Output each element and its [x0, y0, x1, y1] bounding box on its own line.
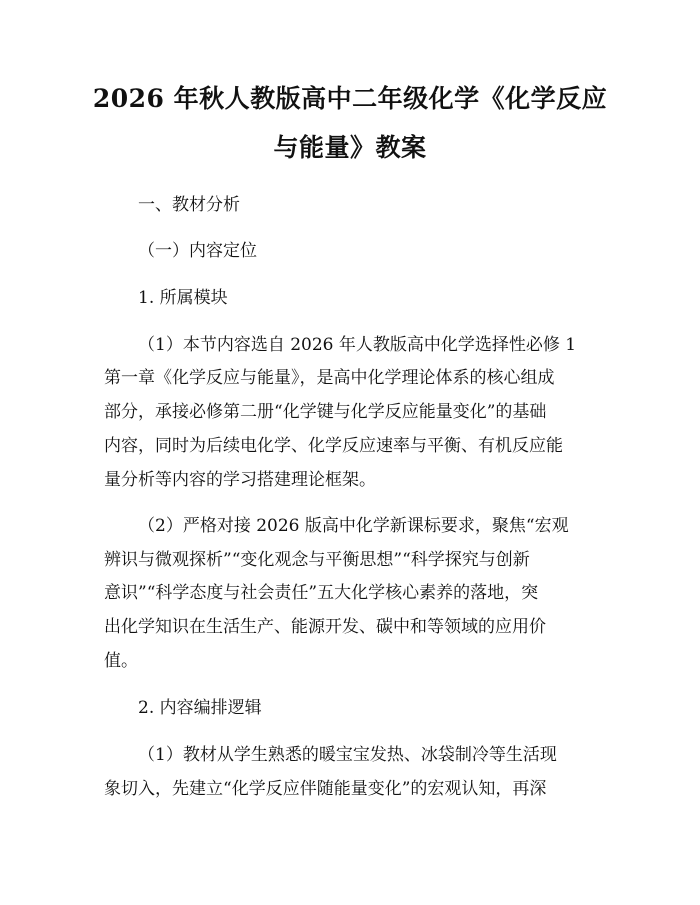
subsection-heading-content-positioning: （一）内容定位: [138, 241, 257, 261]
document-title-line-1: 2026 年秋人教版高中二年级化学《化学反应: [92, 84, 608, 113]
paragraph-1-line: 量分析等内容的学习搭建理论框架。: [104, 470, 376, 490]
paragraph-2-line: 意识”“科学态度与社会责任”五大化学核心素养的落地，突: [104, 583, 539, 603]
paragraph-2-line: 值。: [104, 651, 138, 671]
item-heading-content-arrangement: 2. 内容编排逻辑: [138, 698, 262, 718]
document-title-line-2: 与能量》教案: [273, 133, 427, 162]
paragraph-1-line: 部分，承接必修第二册“化学键与化学反应能量变化”的基础: [104, 402, 547, 422]
paragraph-1-line: 内容，同时为后续电化学、化学反应速率与平衡、有机反应能: [104, 436, 563, 456]
paragraph-2-line: 出化学知识在生活生产、能源开发、碳中和等领域的应用价: [104, 617, 546, 637]
paragraph-2-line: （2）严格对接 2026 版高中化学新课标要求，聚焦“宏观: [138, 516, 569, 536]
paragraph-3-line: 象切入，先建立“化学反应伴随能量变化”的宏观认知，再深: [104, 779, 547, 799]
paragraph-2-line: 辨识与微观探析”“变化观念与平衡思想”“科学探究与创新: [104, 550, 530, 570]
item-heading-module: 1. 所属模块: [138, 288, 228, 308]
paragraph-3-line: （1）教材从学生熟悉的暖宝宝发热、冰袋制冷等生活现: [138, 745, 557, 765]
paragraph-1-line: （1）本节内容选自 2026 年人教版高中化学选择性必修 1: [138, 335, 577, 355]
paragraph-1-line: 第一章《化学反应与能量》，是高中化学理论体系的核心组成: [104, 368, 555, 388]
section-heading-textbook-analysis: 一、教材分析: [138, 195, 240, 215]
